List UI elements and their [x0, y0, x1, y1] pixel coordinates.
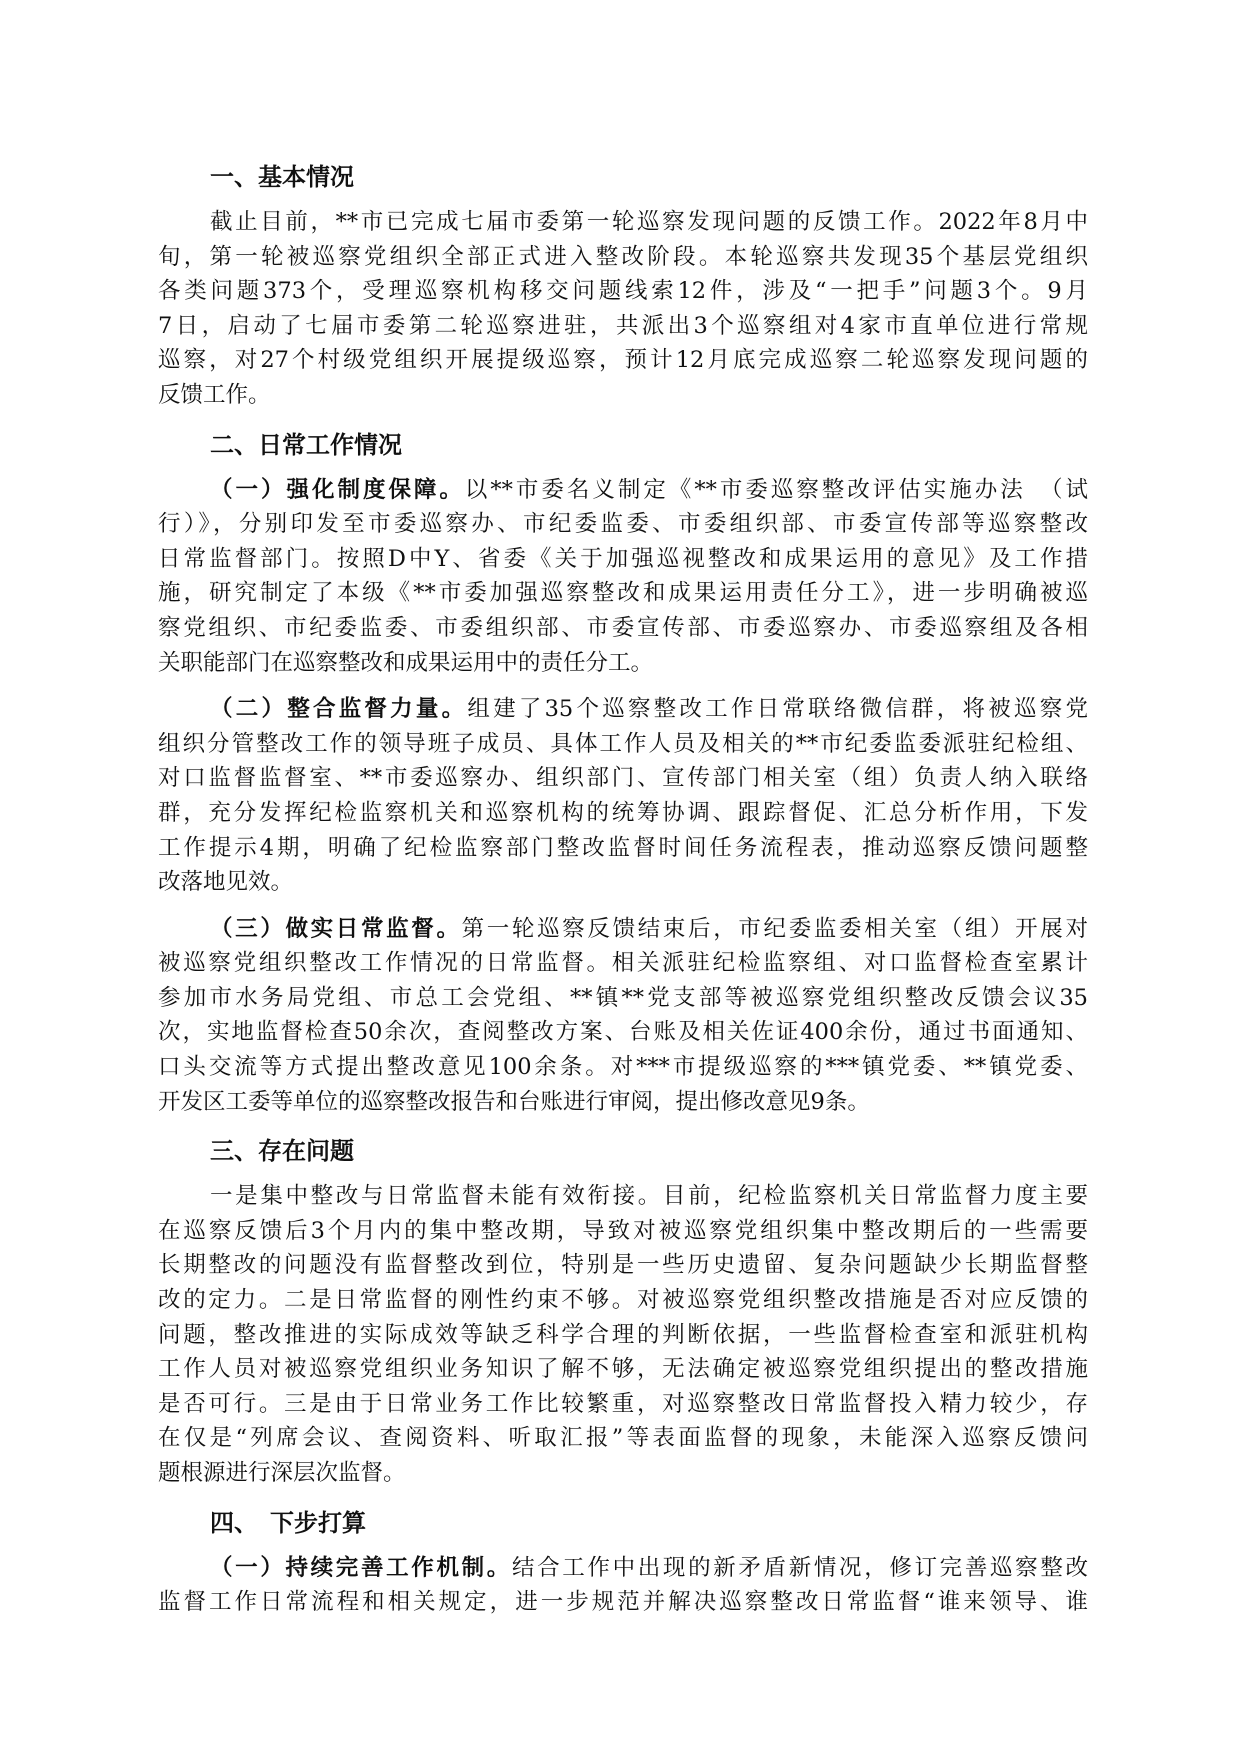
text-line: 反馈工作。 — [158, 381, 271, 408]
text-run: 结合工作中出现的新矛盾新情况，修订完善巡察整改 — [511, 1554, 1088, 1581]
text-line: 施，研究制定了本级《**市委加强巡察整改和成果运用责任分工》，进一步明确被巡 — [158, 580, 1088, 607]
paragraph-lead: （二）整合监督力量。 — [210, 696, 468, 723]
text-line: 工作人员对被巡察党组织业务知识了解不够，无法确定被巡察党组织提出的整改措施 — [158, 1356, 1088, 1383]
text-line: 日常监督部门。按照D中Y、省委《关于加强巡视整改和成果运用的意见》及工作措 — [158, 545, 1088, 572]
paragraph-basic-situation — [158, 205, 1088, 413]
text-line — [158, 912, 1088, 947]
paragraph-lead: （一）持续完善工作机制。 — [210, 1554, 512, 1581]
paragraph-existing-problems — [158, 1179, 1088, 1490]
text-run: 以**市委名义制定《**市委巡察整改评估实施办法 （试 — [464, 476, 1088, 503]
text-line: 组织分管整改工作的领导班子成员、具体工作人员及相关的**市纪委监委派驻纪检组、 — [158, 730, 1088, 757]
text-line: 行）》，分别印发至市委巡察办、市纪委监委、市委组织部、市委宣传部等巡察整改 — [158, 511, 1088, 538]
text-line: 关职能部门在巡察整改和成果运用中的责任分工。 — [158, 649, 654, 676]
paragraph-lead: （一）强化制度保障。 — [210, 476, 465, 503]
text-line: 开发区工委等单位的巡察整改报告和台账进行审阅，提出修改意见9条。 — [158, 1088, 870, 1115]
text-line: 截止目前，**市已完成七届市委第一轮巡察发现问题的反馈工作。2022年8月中 — [210, 209, 1088, 235]
paragraph-supervision-force — [158, 692, 1088, 900]
text-line — [158, 692, 1088, 727]
text-line: 监督工作日常流程和相关规定，进一步规范并解决巡察整改日常监督“谁来领导、谁 — [158, 1589, 1088, 1616]
text-line: 是否可行。三是由于日常业务工作比较繁重，对巡察整改日常监督投入精力较少，存 — [158, 1390, 1088, 1417]
paragraph-daily-supervision — [158, 912, 1088, 1120]
text-line: 口头交流等方式提出整改意见100余条。对***市提级巡察的***镇党委、**镇党委、 — [158, 1054, 1088, 1081]
text-line: 改落地见效。 — [158, 869, 294, 896]
section-heading-next-steps: 四、 下步打算 — [210, 1507, 366, 1537]
text-line: 对口监督监督室、**市委巡察办、组织部门、宣传部门相关室（组）负责人纳入联络 — [158, 765, 1088, 792]
paragraph-lead: （三）做实日常监督。 — [210, 915, 462, 942]
paragraph-system-guarantee — [158, 473, 1088, 681]
text-run: 组建了35个巡察整改工作日常联络微信群，将被巡察党 — [467, 696, 1088, 723]
text-line: 旬，第一轮被巡察党组织全部正式进入整改阶段。本轮巡察共发现35个基层党组织 — [158, 243, 1088, 270]
text-line: 巡察，对27个村级党组织开展提级巡察，预计12月底完成巡察二轮巡察发现问题的 — [158, 347, 1088, 374]
text-run: 第一轮巡察反馈结束后，市纪委监委相关室（组）开展对 — [461, 915, 1088, 942]
document-body — [158, 157, 1088, 1632]
text-line: 被巡察党组织整改工作情况的日常监督。相关派驻纪检监察组、对口监督检查室累计 — [158, 950, 1088, 977]
text-line: 一是集中整改与日常监督未能有效衔接。目前，纪检监察机关日常监督力度主要 — [210, 1183, 1088, 1210]
text-line: 7日，启动了七届市委第二轮巡察进驻，共派出3个巡察组对4家市直单位进行常规 — [158, 312, 1088, 339]
text-line — [158, 473, 1088, 508]
section-heading-daily-work: 二、日常工作情况 — [210, 429, 402, 459]
section-heading-problems: 三、存在问题 — [210, 1136, 354, 1166]
section-heading-basic: 一、基本情况 — [210, 162, 354, 191]
text-line: 参加市水务局党组、市总工会党组、**镇**党支部等被巡察党组织整改反馈会议35 — [158, 984, 1088, 1011]
text-line: 各类问题373个，受理巡察机构移交问题线索12件，涉及“一把手”问题3个。9月 — [158, 278, 1088, 305]
text-line: 在仅是“列席会议、查阅资料、听取汇报”等表面监督的现象，未能深入巡察反馈问 — [158, 1425, 1088, 1452]
text-line: 题根源进行深层次监督。 — [158, 1460, 406, 1486]
text-line: 群，充分发挥纪检监察机关和巡察机构的统筹协调、跟踪督促、汇总分析作用，下发 — [158, 799, 1088, 826]
text-line: 察党组织、市纪委监委、市委组织部、市委宣传部、市委巡察办、市委巡察组及各相 — [158, 614, 1088, 641]
text-line: 长期整改的问题没有监督整改到位，特别是一些历史遗留、复杂问题缺少长期监督整 — [158, 1252, 1088, 1279]
text-line: 次，实地监督检查50余次，查阅整改方案、台账及相关佐证400余份，通过书面通知、 — [158, 1019, 1088, 1046]
text-line: 问题，整改推进的实际成效等缺乏科学合理的判断依据，一些监督检查室和派驻机构 — [158, 1321, 1088, 1348]
text-line: 在巡察反馈后3个月内的集中整改期，导致对被巡察党组织集中整改期后的一些需要 — [158, 1217, 1088, 1244]
text-line: 改的定力。二是日常监督的刚性约束不够。对被巡察党组织整改措施是否对应反馈的 — [158, 1287, 1088, 1314]
paragraph-work-mechanism — [158, 1551, 1088, 1620]
text-line — [158, 1551, 1088, 1586]
text-line: 工作提示4期，明确了纪检监察部门整改监督时间任务流程表，推动巡察反馈问题整 — [158, 834, 1088, 861]
